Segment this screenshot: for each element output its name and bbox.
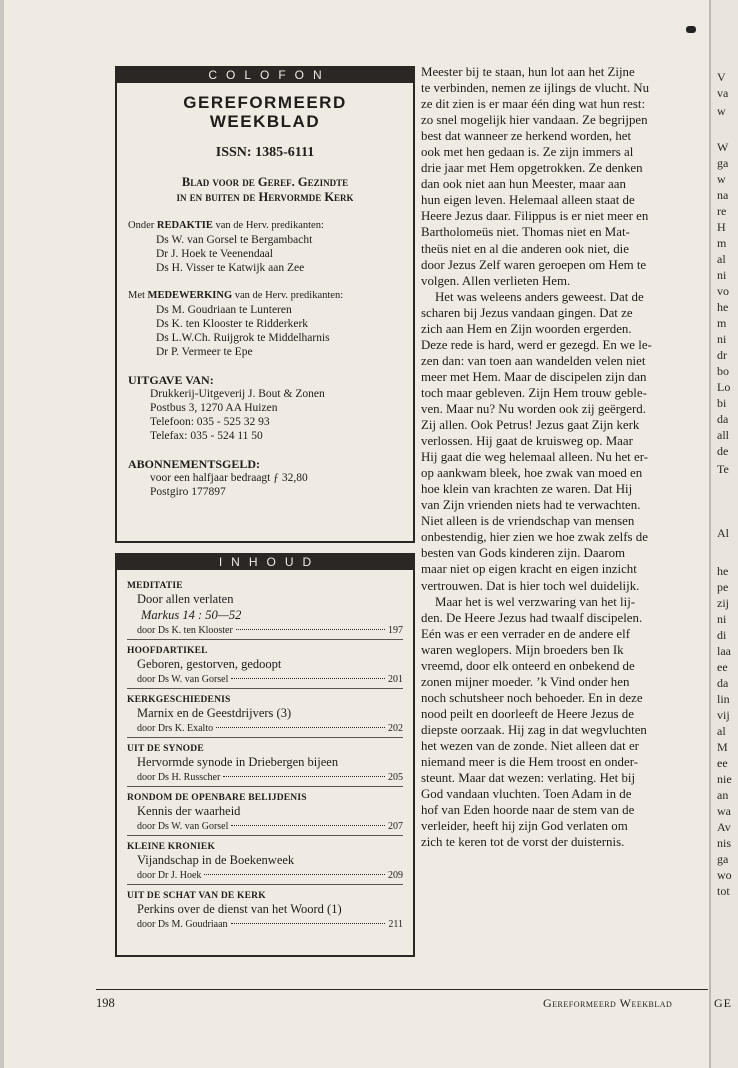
edge-text-fragment: da xyxy=(717,412,729,426)
body-text-line: ze dit zien is er maar één ding wat hun rest: xyxy=(421,97,646,112)
edge-text-fragment: na xyxy=(717,188,729,202)
toc-leader-dots xyxy=(231,923,386,924)
edge-text-fragment: w xyxy=(717,172,726,186)
toc-category: KERKGESCHIEDENIS xyxy=(127,695,231,705)
uitgave-heading: UITGAVE VAN: xyxy=(128,373,214,387)
body-text-line: hun eigen leven. Helemaal alleen staat de xyxy=(421,193,635,208)
tagline xyxy=(117,175,413,205)
body-text-line: ook met hen gedaan is. Ze zijn immers al xyxy=(421,145,634,160)
body-text-line: zen dan: van toen aan wandelden velen niet xyxy=(421,353,646,368)
edge-text-fragment: ga xyxy=(717,156,729,170)
toc-author: door Drs K. Exalto xyxy=(137,723,214,734)
edge-text-fragment: m xyxy=(717,316,727,330)
edge-text-fragment: ni xyxy=(717,268,727,282)
redaktie-suffix: van de Herv. predikanten: xyxy=(212,220,324,231)
masthead-line-2: WEEKBLAD xyxy=(209,112,321,131)
toc-author: door Ds M. Goudriaan xyxy=(137,919,228,930)
edge-text-fragment: he xyxy=(717,564,729,578)
toc-author-line xyxy=(127,919,403,930)
edge-text-fragment: dr xyxy=(717,348,727,362)
toc-author-line xyxy=(127,674,403,685)
toc-title: Geboren, gestorven, gedoopt xyxy=(137,657,282,671)
uitgave-line: Drukkerij-Uitgeverij J. Bout & Zonen xyxy=(150,388,325,400)
redaktie-heading xyxy=(128,219,413,233)
edge-text-fragment: ni xyxy=(717,332,727,346)
masthead-title xyxy=(117,93,413,131)
body-text-line: best dat wanneer ze herkend worden, het xyxy=(421,129,632,144)
body-text-line: Heere Jezus daar. Filippus is er niet meer en xyxy=(421,209,649,224)
edge-text-fragment: Av xyxy=(717,820,731,834)
edge-text-fragment: w xyxy=(717,104,726,118)
medewerking-member: Ds L.W.Ch. Ruijgrok te Middelharnis xyxy=(156,332,330,344)
body-text-line: diepste oorzaak. Hij zag in dat wegvluchten xyxy=(421,722,647,737)
body-text-line: maar niet op eigen kracht en eigen inzicht xyxy=(421,562,637,577)
toc-leader-dots xyxy=(216,727,385,728)
toc-page-number: 211 xyxy=(388,919,403,930)
edge-text-fragment: ga xyxy=(717,852,729,866)
edge-text-fragment: ni xyxy=(717,612,727,626)
toc-author: door Ds K. ten Klooster xyxy=(137,625,233,636)
tagline-line-1: Blad voor de Geref. Gezindte xyxy=(181,175,349,189)
toc-item xyxy=(127,640,403,689)
redaktie-label: REDAKTIE xyxy=(156,220,213,231)
medewerking-member: Ds M. Goudriaan te Lunteren xyxy=(156,304,292,316)
body-text-line: hoe klein van krachten ze waren. Dat Hij xyxy=(421,482,633,497)
body-text-line: zo snel mogelijk hier vandaan. Ze begrijpen xyxy=(421,113,648,128)
body-text-line: scharen bij Jezus vandaan gingen. Dat ze xyxy=(421,305,633,320)
body-text-line: meer met Hem. Maar de discipelen zijn dan xyxy=(421,369,647,384)
toc-page-number: 197 xyxy=(388,625,403,636)
medewerking-suffix: van de Herv. predikanten: xyxy=(232,290,344,301)
uitgave-section xyxy=(117,373,413,443)
abonnement-line: Postgiro 177897 xyxy=(150,486,226,498)
toc-item xyxy=(127,738,403,787)
edge-text-fragment: wa xyxy=(717,804,731,818)
toc-author-line xyxy=(127,772,403,783)
body-text-line: God vandaan vluchten. Toen Adam in de xyxy=(421,787,632,802)
body-text-line: vertrouwen. Dat is hier toch wel duidelijk. xyxy=(421,578,640,593)
body-text-line: het wezen van de zonde. Niet alleen dat er xyxy=(421,738,639,753)
edge-text-fragment: all xyxy=(717,428,729,442)
redaktie-member: Ds H. Visser te Katwijk aan Zee xyxy=(156,262,305,274)
edge-text-fragment: nis xyxy=(717,836,732,850)
edge-text-fragment: da xyxy=(717,676,729,690)
toc-title: Perkins over de dienst van het Woord (1) xyxy=(137,902,342,916)
edge-text-fragment: vij xyxy=(717,708,730,722)
body-text-line: Hij gaat die weg helemaal alleen. Nu het er- xyxy=(421,450,649,465)
body-text-line: Het was weleens anders geweest. Dat de xyxy=(435,289,644,304)
body-text-line: Eén was er een verrader en de andere elf xyxy=(421,626,630,641)
body-text-line: van Zijn vrienden niets had te verwachten. xyxy=(421,498,641,513)
edge-text-fragment: V xyxy=(717,70,726,84)
edge-text-fragment: m xyxy=(717,236,727,250)
edge-text-fragment: re xyxy=(717,204,727,218)
toc-page-number: 207 xyxy=(388,821,403,832)
toc-item xyxy=(127,885,403,933)
redaktie-section xyxy=(117,219,413,275)
edge-text-fragment: ee xyxy=(717,756,728,770)
toc-subtitle: Markus 14 : 50—52 xyxy=(141,608,242,622)
toc-author-line xyxy=(127,870,403,881)
edge-text-fragment: pe xyxy=(717,580,729,594)
toc-author-line xyxy=(127,625,403,636)
body-text-line: nood peilt en doorleeft de Heere Jezus de xyxy=(421,706,634,721)
medewerking-member: Dr P. Vermeer te Epe xyxy=(156,346,253,358)
toc-leader-dots xyxy=(236,629,385,630)
medewerking-section xyxy=(117,289,413,359)
page-number: 198 xyxy=(96,996,115,1010)
toc-author: door Ds H. Russcher xyxy=(137,772,221,783)
uitgave-line: Telefoon: 035 - 525 32 93 xyxy=(150,416,270,428)
edge-text-fragment: an xyxy=(717,788,729,802)
tagline-line-2: in en buiten de Hervormde Kerk xyxy=(176,190,354,204)
edge-text-fragment: tot xyxy=(717,884,730,898)
edge-text-fragment: nie xyxy=(717,772,732,786)
abonnement-section xyxy=(117,457,413,499)
colofon-header-bar: COLOFON xyxy=(117,68,413,83)
body-text-line: verlossen. Hij gaat de kruisweg op. Maar xyxy=(421,434,633,449)
inhoud-header-bar: INHOUD xyxy=(117,555,413,570)
body-text-line: Deze rede is hard, werd er gezegd. En we le- xyxy=(421,337,652,352)
body-text-line: niemand meer is die Hem troost en onder- xyxy=(421,755,639,770)
uitgave-line: Telefax: 035 - 524 11 50 xyxy=(150,430,263,442)
body-text-line: te verbinden, nemen ze ijlings de vlucht. Nu xyxy=(421,81,650,96)
toc-leader-dots xyxy=(231,825,385,826)
edge-text-fragment: bo xyxy=(717,364,729,378)
body-text-line: noch schutsheer noch behoeder. En in deze xyxy=(421,690,643,705)
body-text-line: Maar het is wel verzwaring van het lij- xyxy=(435,594,636,609)
toc-author-line xyxy=(127,821,403,832)
running-head: Gereformeerd Weekblad xyxy=(543,996,673,1010)
toc-title: Vijandschap in de Boekenweek xyxy=(137,853,295,867)
body-text-line: verleider, heeft hij zijn God verlaten om xyxy=(421,819,628,834)
body-text-line: zonen mijner moeder. ’k Vind onder hen xyxy=(421,674,630,689)
toc-category: KLEINE KRONIEK xyxy=(127,842,216,852)
edge-text-fragment: wo xyxy=(717,868,732,882)
body-text-line: vreemd, door elk onteerd en onbekend de xyxy=(421,658,635,673)
body-text-line: den. De Heere Jezus had twaalf discipelen. xyxy=(421,610,643,625)
edge-text-fragment: ee xyxy=(717,660,728,674)
toc-page-number: 209 xyxy=(388,870,403,881)
edge-text-fragment: M xyxy=(717,740,728,754)
edge-text-fragment: vo xyxy=(717,284,729,298)
body-text-line: onbestendig, hier zien we hoe zwak zelfs de xyxy=(421,530,648,545)
abonnement-line: voor een halfjaar bedraagt ƒ 32,80 xyxy=(150,472,308,484)
redaktie-member: Ds W. van Gorsel te Bergambacht xyxy=(156,234,313,246)
edge-text-fragment: al xyxy=(717,252,726,266)
toc-page-number: 205 xyxy=(388,772,403,783)
medewerking-member: Ds K. ten Klooster te Ridderkerk xyxy=(156,318,309,330)
toc-author: door Ds W. van Gorsel xyxy=(137,674,229,685)
body-text-line: steunt. Maar dat wezen: verlating. Het bij xyxy=(421,771,636,786)
edge-text-fragment: va xyxy=(717,86,729,100)
edge-text-fragment: bi xyxy=(717,396,727,410)
edge-text-fragment: di xyxy=(717,628,727,642)
body-text-line: door Jezus Zelf waren geroepen om Hem te xyxy=(421,257,647,272)
staple-mark xyxy=(686,26,696,33)
edge-text-fragment: Te xyxy=(717,462,729,476)
issn-number: ISSN: 1385-6111 xyxy=(215,145,315,160)
body-text-line: theüs niet en al die anderen ook niet, die xyxy=(421,241,629,256)
colofon-box xyxy=(115,66,415,543)
redaktie-member: Dr J. Hoek te Veenendaal xyxy=(156,248,273,260)
toc-leader-dots xyxy=(204,874,385,875)
toc-author: door Dr J. Hoek xyxy=(137,870,202,881)
toc-leader-dots xyxy=(223,776,385,777)
edge-text-fragment: he xyxy=(717,300,729,314)
edge-text-fragment: lin xyxy=(717,692,730,706)
edge-text-fragment: Lo xyxy=(717,380,731,394)
table-of-contents xyxy=(117,570,413,933)
edge-text-fragment: Al xyxy=(717,526,729,540)
body-text-line: waren weglopers. Mijn broeders ben Ik xyxy=(421,642,624,657)
body-text-line: Zij allen. Ook Petrus! Jezus gaat Zijn kerk xyxy=(421,418,640,433)
body-text-line: besten van Gods kinderen zijn. Daarom xyxy=(421,546,626,561)
inhoud-box xyxy=(115,553,415,957)
body-text-line: op aankwam bleek, hoe zwak van moed en xyxy=(421,466,643,481)
toc-author: door Ds W. van Gorsel xyxy=(137,821,229,832)
edge-text-fragment: W xyxy=(717,140,729,154)
toc-author-line xyxy=(127,723,403,734)
toc-item xyxy=(127,787,403,836)
toc-title: Door allen verlaten xyxy=(137,592,234,606)
edge-footer-fragment: GE xyxy=(714,996,732,1010)
edge-text-fragment: al xyxy=(717,724,726,738)
body-text-line: Niet alleen is de vriendschap van mensen xyxy=(421,514,635,529)
body-text-line: Bartholomeüs niet. Thomas niet en Mat- xyxy=(421,225,630,240)
toc-title: Marnix en de Geestdrijvers (3) xyxy=(137,706,292,720)
toc-category: UIT DE SYNODE xyxy=(127,744,204,754)
redaktie-prefix: Onder xyxy=(128,220,157,231)
body-text-line: volgen. Allen verlieten Hem. xyxy=(421,273,571,288)
edge-text-fragment: H xyxy=(717,220,726,234)
toc-title: Kennis der waarheid xyxy=(137,804,241,818)
medewerking-heading xyxy=(128,289,413,303)
toc-item xyxy=(127,836,403,885)
body-text-line: toch maar gebleven. Zijn Hem trouw geble- xyxy=(421,385,647,400)
toc-leader-dots xyxy=(231,678,385,679)
medewerking-prefix: Met xyxy=(128,290,148,301)
edge-text-fragment: laa xyxy=(717,644,731,658)
toc-page-number: 201 xyxy=(388,674,403,685)
medewerking-label: MEDEWERKING xyxy=(147,290,233,301)
body-text-line: Meester bij te staan, hun lot aan het Zijne xyxy=(421,65,635,79)
toc-category: RONDOM DE OPENBARE BELIJDENIS xyxy=(127,793,307,803)
toc-category: UIT DE SCHAT VAN DE KERK xyxy=(127,891,266,901)
toc-category: MEDITATIE xyxy=(127,581,183,591)
body-text-line: zich te keren tot de vorst der duisternis. xyxy=(421,835,625,850)
abonnement-heading: ABONNEMENTSGELD: xyxy=(128,457,261,471)
masthead-line-1: GEREFORMEERD xyxy=(183,93,347,112)
uitgave-line: Postbus 3, 1270 AA Huizen xyxy=(150,402,278,414)
toc-category: HOOFDARTIKEL xyxy=(127,646,208,656)
body-text-column xyxy=(421,64,710,972)
edge-text-fragment: de xyxy=(717,444,729,458)
body-text-line: zich aan Hem en Zijn woorden ergerden. xyxy=(421,321,632,336)
body-text-line: ven. Maar nu? Nu worden ook zij geërgerd. xyxy=(421,401,646,416)
body-text-line: drie jaar met Hem opgetrokken. Ze denken xyxy=(421,161,643,176)
toc-page-number: 202 xyxy=(388,723,403,734)
edge-text-fragment: zij xyxy=(717,596,729,610)
toc-item xyxy=(127,575,403,640)
body-text-line: dan ook niet aan hun Meester, maar aan xyxy=(421,177,626,192)
next-page-edge xyxy=(709,0,738,1068)
body-text-line: hof van Eden hoorde naar de stem van de xyxy=(421,803,635,818)
toc-title: Hervormde synode in Driebergen bijeen xyxy=(137,755,339,769)
toc-item xyxy=(127,689,403,738)
footer-rule xyxy=(96,989,708,990)
